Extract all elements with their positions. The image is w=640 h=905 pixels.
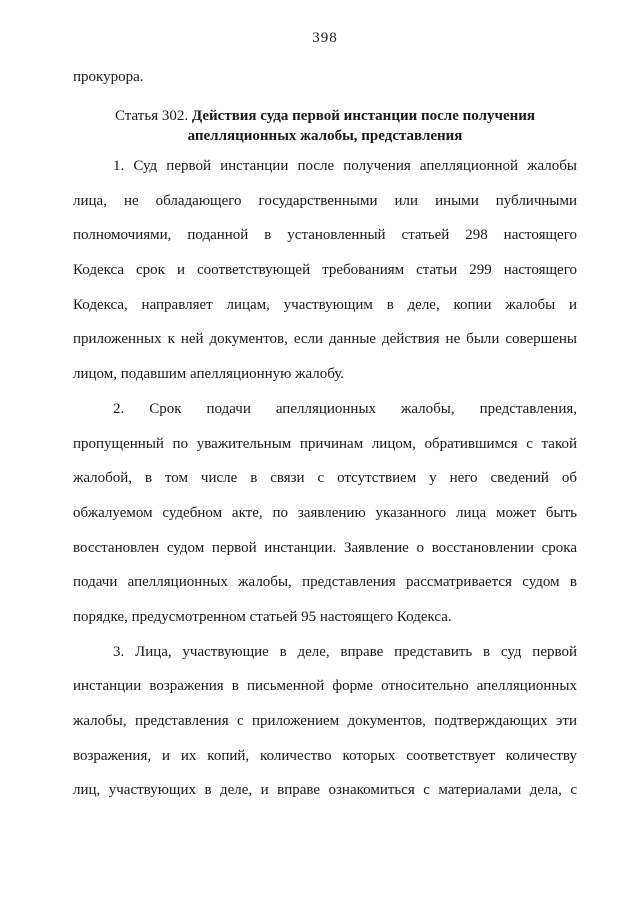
text-line: лица, не обладающего государственными или иными публичными — [73, 192, 577, 209]
text-line: подачи апелляционных жалобы, представления рассматривается судом в — [73, 574, 577, 591]
article-body — [73, 149, 577, 808]
text-line: 2. Срок подачи апелляционных жалобы, представления, — [113, 400, 577, 417]
carryover-paragraph-last-line: прокурора. — [73, 69, 144, 85]
article-heading — [73, 106, 577, 146]
text-line: обжалуемом судебном акте, по заявлению указанного лица может быть — [73, 504, 577, 521]
text-line: 1. Суд первой инстанции после получения апелляционной жалобы — [113, 158, 577, 174]
article-title-part-1: Действия суда первой инстанции после получения — [191, 108, 535, 124]
text-line: восстановлен судом первой инстанции. Заявление о восстановлении срока — [73, 539, 577, 556]
text-line: 3. Лица, участвующие в деле, вправе представить в суд первой — [113, 643, 577, 660]
text-line: полномочиями, поданной в установленный статьей 298 настоящего — [73, 227, 577, 244]
text-line: инстанции возражения в письменной форме относительно апелляционных — [73, 678, 577, 695]
text-line: жалобой, в том числе в связи с отсутствием у него сведений об — [73, 470, 577, 487]
text-line: порядке, предусмотренном статьей 95 настоящего Кодекса. — [73, 608, 452, 625]
text-line: пропущенный по уважительным причинам лицом, обратившимся с такой — [73, 435, 577, 452]
paragraph-3 — [73, 635, 577, 808]
article-heading-line-1 — [73, 106, 577, 126]
text-line: Кодекса срок и соответствующей требованиям статьи 299 настоящего — [73, 262, 577, 279]
paragraph-1 — [73, 149, 577, 392]
page-number: 398 — [312, 30, 338, 46]
text-line: Кодекса, направляет лицам, участвующим в деле, копии жалобы и — [73, 296, 577, 313]
article-heading-line-2: апелляционных жалобы, представления — [187, 128, 463, 144]
paragraph-2 — [73, 392, 577, 635]
text-line: лиц, участвующих в деле, и вправе ознакомиться с материалами дела, с — [73, 782, 577, 799]
text-line: приложенных к ней документов, если данные действия не были совершены — [73, 331, 577, 348]
text-line: лицом, подавшим апелляционную жалобу. — [73, 366, 345, 383]
article-number-label: Статья 302. — [114, 108, 189, 124]
text-line: жалобы, представления с приложением документов, подтверждающих эти — [73, 713, 577, 729]
text-line: возражения, и их копий, количество которых соответствует количеству — [73, 747, 577, 764]
